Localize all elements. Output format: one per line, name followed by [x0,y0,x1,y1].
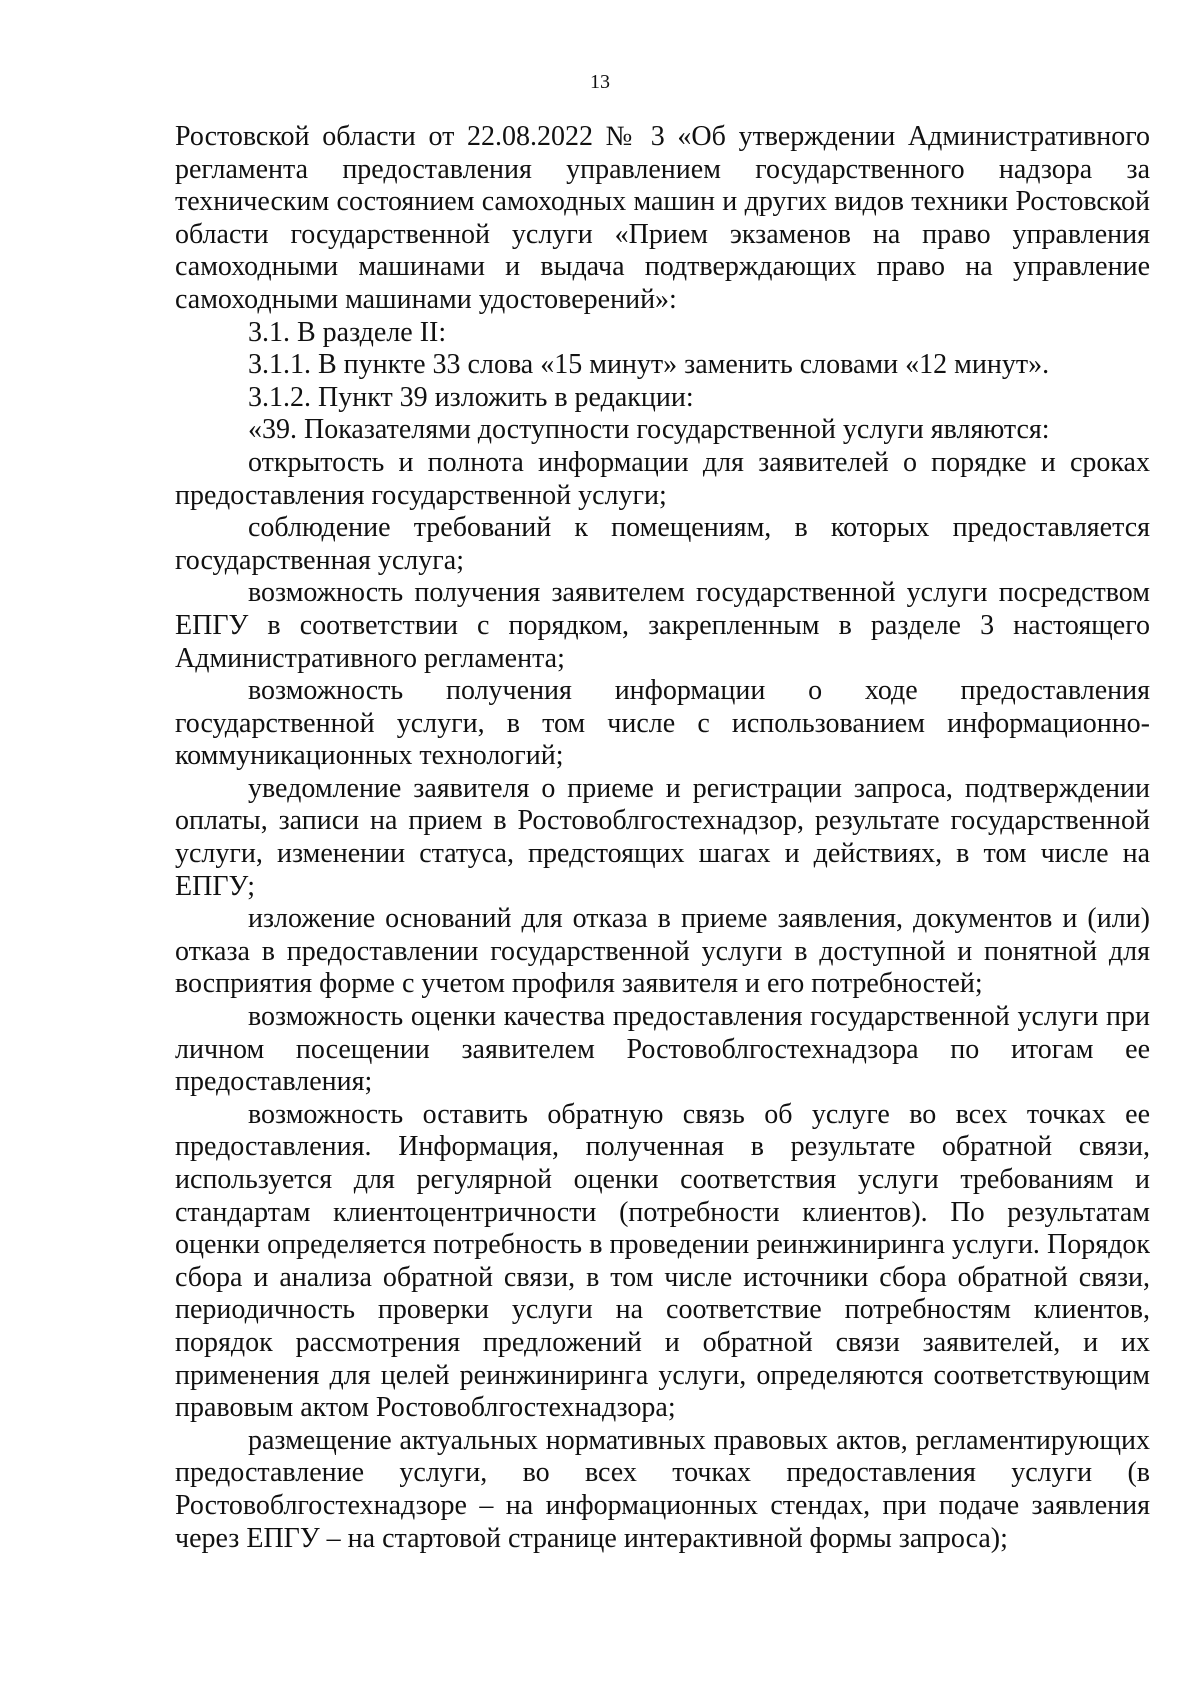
paragraph-openness: открытость и полнота информации для заявителей о порядке и сроках предоставления государственной услуги; [175,446,1150,511]
paragraph-premises: соблюдение требований к помещениям, в которых предоставляется государственная услуга; [175,512,1150,576]
paragraph-regulatory-acts: размещение актуальных нормативных правовых актов, регламентирующих предоставление услуги, во всех точках предоставления услуги (в Ростовоблгостехнадзоре – на информационных стендах, при подаче заявления через ЕПГУ – на стартовой странице интерактивной формы запроса); [175,1424,1150,1554]
paragraph-3-1: 3.1. В разделе II: [248,316,447,348]
paragraph-quality-assessment: возможность оценки качества предоставления государственной услуги при личном посещении заявителем Ростовоблгостехнадзора по итогам ее предоставления; [175,1001,1150,1098]
paragraph-notification: уведомление заявителя о приеме и регистрации запроса, подтверждении оплаты, записи на прием в Ростовоблгостехнадзор, результате государственной услуги, изменении статуса, предстоящих шагах и действиях, в том числе на ЕПГУ; [175,772,1150,902]
paragraph-epgu-access: возможность получения заявителем государственной услуги посредством ЕПГУ в соответствии с порядком, закрепленным в разделе 3 настоящего Административного регламента; [175,577,1150,674]
paragraph-refusal-grounds: изложение оснований для отказа в приеме заявления, документов и (или) отказа в предоставлении государственной услуги в доступной и понятной для восприятия форме с учетом профиля заявителя и его потребностей; [175,903,1150,1000]
paragraph-progress-info: возможность получения информации о ходе предоставления государственной услуги, в том числе с использованием информационно-коммуникационных технологий; [175,675,1150,772]
paragraph-feedback: возможность оставить обратную связь об услуге во всех точках ее предоставления. Информация, полученная в результате обратной связи, используется для регулярной оценки соответствия услуги требованиям и стандартам клиентоцентричности (потребности клиентов). По результатам оценки определяется потребность в проведении реинжиниринга услуги. Порядок сбора и анализа обратной связи, в том числе источники сбора обратной связи, периодичность проверки услуги на соответствие потребностям клиентов, порядок рассмотрения предложений и обратной связи заявителей, и их применения для целей реинжиниринга услуги, определяются соответствующим правовым актом Ростовоблгостехнадзора; [175,1098,1150,1424]
page-number: 13 [590,71,610,93]
document-body [175,121,1150,1555]
paragraph-intro: Ростовской области от 22.08.2022 № 3 «Об утверждении Административного регламента предоставления управлением государственного надзора за техническим состоянием самоходных машин и других видов техники Ростовской области государственной услуги «Прием экзаменов на право управления самоходными машинами и выдача подтверждающих право на управление самоходными машинами удостоверений»: [175,121,1150,315]
paragraph-39-heading: «39. Показателями доступности государственной услуги являются: [248,414,1050,446]
paragraph-3-1-2: 3.1.2. Пункт 39 изложить в редакции: [248,381,694,413]
paragraph-3-1-1: 3.1.1. В пункте 33 слова «15 минут» заменить словами «12 минут». [248,349,1050,381]
